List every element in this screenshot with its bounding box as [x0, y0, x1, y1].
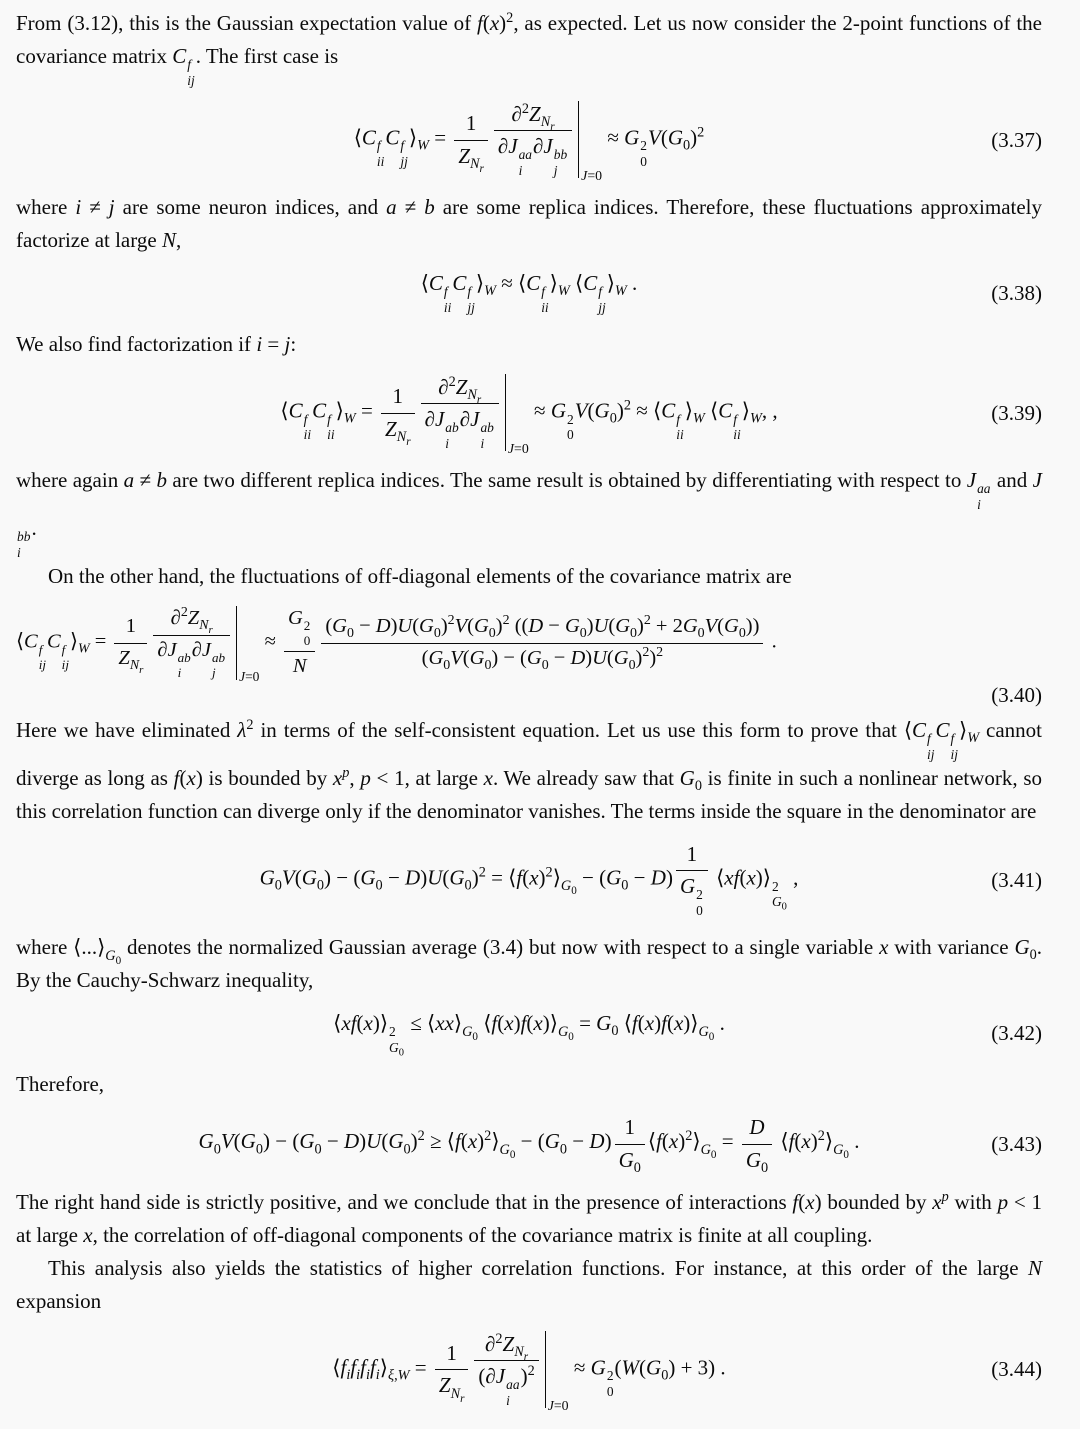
equation-3-41: [16, 841, 1042, 918]
equation-3-39-tag: (3.39): [991, 400, 1042, 425]
equation-3-37: [16, 100, 1042, 184]
equation-3-44: [16, 1330, 1042, 1413]
equation-3-40: [16, 606, 1042, 708]
equation-3-40-tag-line: [16, 682, 1042, 708]
paragraph-intro-gaussian: From (3.12), this is the Gaussian expectation value of $f(x)^2$, as expected. Let us now consider the 2-point functions of the covariance matrix C f ij . The first case is: [16, 10, 1042, 88]
equation-3-39: [16, 374, 1042, 457]
equation-3-37-tag: (3.37): [991, 127, 1042, 152]
equation-3-43-body: $G_0V(G_0) - (G_0 - D)U(G_0)^2$ ≥ $⟨f(x)^2⟩_{G_0} - (G_0 - D)$ $\frac{1}{G_0}$ $⟨f(x)^2⟩_{G_0}$ = $\frac{D}{G_0}$ $⟨f(x)^2⟩_{G_0}$ .: [198, 1115, 860, 1176]
equation-3-41-body: $G_0V(G_0) - (G_0 - D)U(G_0)^2$ = $⟨f(x)^2⟩_{G_0} - (G_0 - D)$ 1 G 2 0 ⟨xf(x)⟩ 2 $G_0$ ,: [259, 842, 799, 918]
paragraph-factorization-i-equals-j: We also find factorization if i = j:: [16, 332, 297, 357]
paragraph-gaussian-average-note: where $⟨...⟩_{G_0}$ denotes the normalized Gaussian average (3.4) but now with respect to a single variable x with variance $G_0$. By the Cauchy-Schwarz inequality,: [16, 935, 1042, 993]
equation-3-40-body: ⟨C f ij C f ij $⟩_W$ = $\frac{1}{Z_{N_r}}$ $\partial^2Z_{N_r}$ ∂J ab i ∂J ab j J=0 ≈ G 2 0 N $\frac{(G_0 - D)U(G_0)^2V(G_0)^2 ((D - G_0)U(G_0)^2 + 2G_0V(G_0))}{(G_0V(G_0) - (G_0 - D)U(G_0)^2)^2}$ .: [16, 605, 777, 685]
paragraph-off-diagonal-fluctuations: On the other hand, the fluctuations of off-diagonal elements of the covariance matrix are: [48, 564, 792, 589]
equation-3-38: [16, 270, 1042, 315]
equation-3-41-tag: (3.41): [991, 867, 1042, 892]
paragraph-neuron-replica-indices: where i ≠ j are some neuron indices, and a ≠ b are some replica indices. Therefore, these fluctuations approximately factorize at large N,: [16, 195, 1043, 253]
paragraph-replica-differentiation: where again a ≠ b are two different replica indices. The same result is obtained by differentiating with respect to J aa i and J bb i .: [16, 468, 1042, 560]
equation-3-42-body: ⟨xf(x)⟩ 2 $G_0$ ≤ $⟨xx⟩_{G_0}$ $⟨f(x)f(x)⟩_{G_0} = G_0$ $⟨f(x)f(x)⟩_{G_0}$ .: [333, 1011, 725, 1059]
equation-3-38-tag: (3.38): [991, 280, 1042, 305]
paragraph-higher-correlations: This analysis also yields the statistics of higher correlation functions. For instance, at this order of the large N expansion: [16, 1255, 1042, 1313]
equation-3-44-body: $⟨f_if_if_if_i⟩_{\xi,W}$ = $\frac{1}{Z_{N_r}}$ $\partial^2Z_{N_r}$ (∂J aa i )$^2$ J=0 ≈ G 2 0 $(W(G_0) + 3)$ .: [332, 1330, 726, 1413]
equation-3-40-tag: (3.40): [991, 682, 1042, 707]
paragraph-eliminated-lambda: Here we have eliminated $\lambda^2$ in terms of the self-consistent equation. Let us use this form to prove that ⟨C f ij C f ij $⟩_W$ cannot diverge as long as f(x) is bounded by $x^p$, p < 1, at large x. We already saw that $G_0$ is finite in such a nonlinear network, so this correlation function can diverge only if the denominator vanishes. The terms inside the square in the denominator are: [16, 717, 1043, 824]
equation-3-37-body: ⟨C f ii C f jj $⟩_W$ = $\frac{1}{Z_{N_r}}$ $\partial^2Z_{N_r}$ ∂J aa i ∂J bb j J=0 ≈ G 2 0 $V(G_0)^2$: [353, 100, 705, 184]
paragraph-rhs-positive: The right hand side is strictly positive, and we conclude that in the presence of interactions f(x) bounded by $x^p$ with p < 1 at large x, the correlation of off-diagonal components of the covariance matrix is finite at all coupling.: [16, 1188, 1042, 1247]
equation-3-43-tag: (3.43): [991, 1131, 1042, 1156]
equation-3-42: [16, 1010, 1042, 1059]
equation-3-38-body: ⟨C f ii C f jj $⟩_W$ ≈ ⟨C f ii $⟩_W$ ⟨C f jj $⟩_W$ .: [420, 271, 638, 315]
paragraph-therefore: Therefore,: [16, 1072, 105, 1097]
equation-3-43: [16, 1114, 1042, 1176]
equation-3-42-tag: (3.42): [991, 1020, 1042, 1045]
equation-3-39-body: ⟨C f ii C f ii $⟩_W$ = $\frac{1}{Z_{N_r}}$ $\partial^2Z_{N_r}$ ∂J ab i ∂J ab i J=0 ≈ G 2 0 $V(G_0)^2$ ≈ ⟨C f ii $⟩_W$ ⟨C f ii $⟩_W$, ,: [280, 374, 778, 457]
equation-3-44-tag: (3.44): [991, 1357, 1042, 1382]
